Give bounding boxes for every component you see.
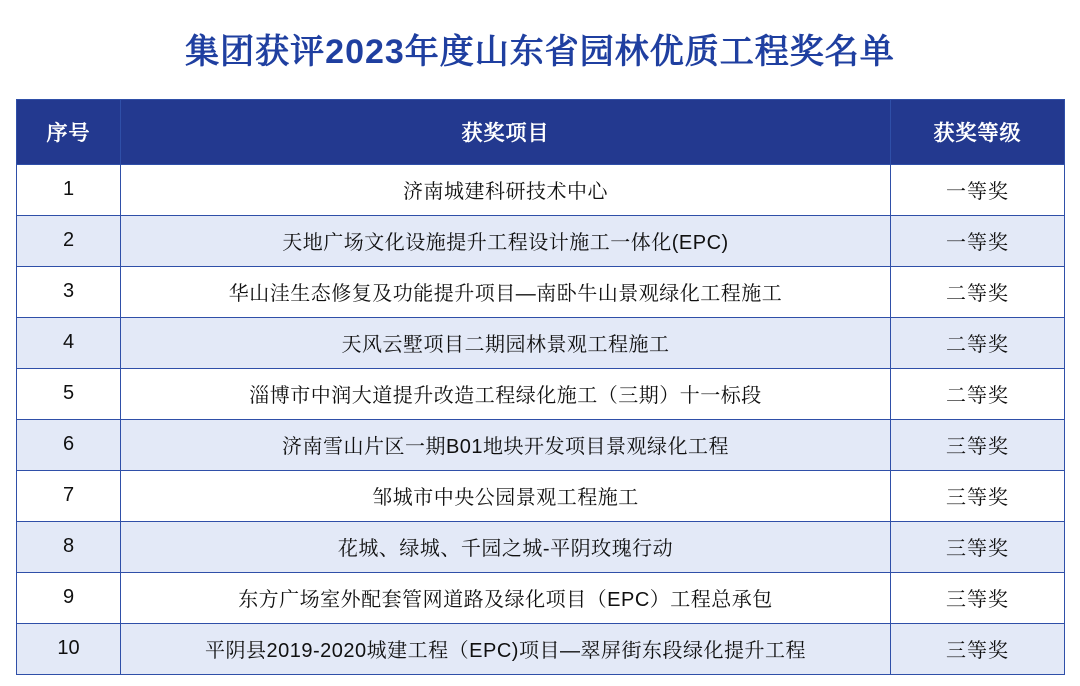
cell-grade: 一等奖 xyxy=(891,215,1065,266)
table-row xyxy=(17,521,1065,572)
cell-grade: 二等奖 xyxy=(891,266,1065,317)
cell-project: 邹城市中央公园景观工程施工 xyxy=(121,470,891,521)
cell-project: 平阴县2019-2020城建工程（EPC)项目—翠屏街东段绿化提升工程 xyxy=(121,623,891,674)
cell-index: 2 xyxy=(17,215,121,266)
table-row xyxy=(17,419,1065,470)
table-row xyxy=(17,623,1065,674)
page-title: 集团获评2023年度山东省园林优质工程奖名单 xyxy=(185,33,895,71)
cell-index: 7 xyxy=(17,470,121,521)
table-header xyxy=(17,99,1065,164)
table-row xyxy=(17,266,1065,317)
cell-index: 6 xyxy=(17,419,121,470)
table-row xyxy=(17,368,1065,419)
cell-project: 东方广场室外配套管网道路及绿化项目（EPC）工程总承包 xyxy=(121,572,891,623)
cell-index: 9 xyxy=(17,572,121,623)
cell-project: 天风云墅项目二期园林景观工程施工 xyxy=(121,317,891,368)
column-header-index: 序号 xyxy=(17,99,121,164)
award-list-table xyxy=(16,99,1065,675)
cell-grade: 三等奖 xyxy=(891,623,1065,674)
cell-project: 天地广场文化设施提升工程设计施工一体化(EPC) xyxy=(121,215,891,266)
table-row xyxy=(17,470,1065,521)
cell-project: 济南雪山片区一期B01地块开发项目景观绿化工程 xyxy=(121,419,891,470)
table-row xyxy=(17,317,1065,368)
column-header-grade: 获奖等级 xyxy=(891,99,1065,164)
cell-index: 4 xyxy=(17,317,121,368)
cell-index: 8 xyxy=(17,521,121,572)
cell-grade: 三等奖 xyxy=(891,419,1065,470)
cell-index: 5 xyxy=(17,368,121,419)
table-row xyxy=(17,215,1065,266)
table-row xyxy=(17,164,1065,215)
cell-index: 3 xyxy=(17,266,121,317)
cell-grade: 三等奖 xyxy=(891,521,1065,572)
table-body xyxy=(17,164,1065,674)
cell-grade: 三等奖 xyxy=(891,572,1065,623)
cell-grade: 二等奖 xyxy=(891,368,1065,419)
cell-project: 华山洼生态修复及功能提升项目—南卧牛山景观绿化工程施工 xyxy=(121,266,891,317)
cell-grade: 三等奖 xyxy=(891,470,1065,521)
cell-grade: 一等奖 xyxy=(891,164,1065,215)
cell-project: 淄博市中润大道提升改造工程绿化施工（三期）十一标段 xyxy=(121,368,891,419)
cell-project: 济南城建科研技术中心 xyxy=(121,164,891,215)
table-header-row xyxy=(17,99,1065,164)
cell-project: 花城、绿城、千园之城-平阴玫瑰行动 xyxy=(121,521,891,572)
cell-grade: 二等奖 xyxy=(891,317,1065,368)
column-header-project: 获奖项目 xyxy=(121,99,891,164)
cell-index: 10 xyxy=(17,623,121,674)
table-row xyxy=(17,572,1065,623)
cell-index: 1 xyxy=(17,164,121,215)
